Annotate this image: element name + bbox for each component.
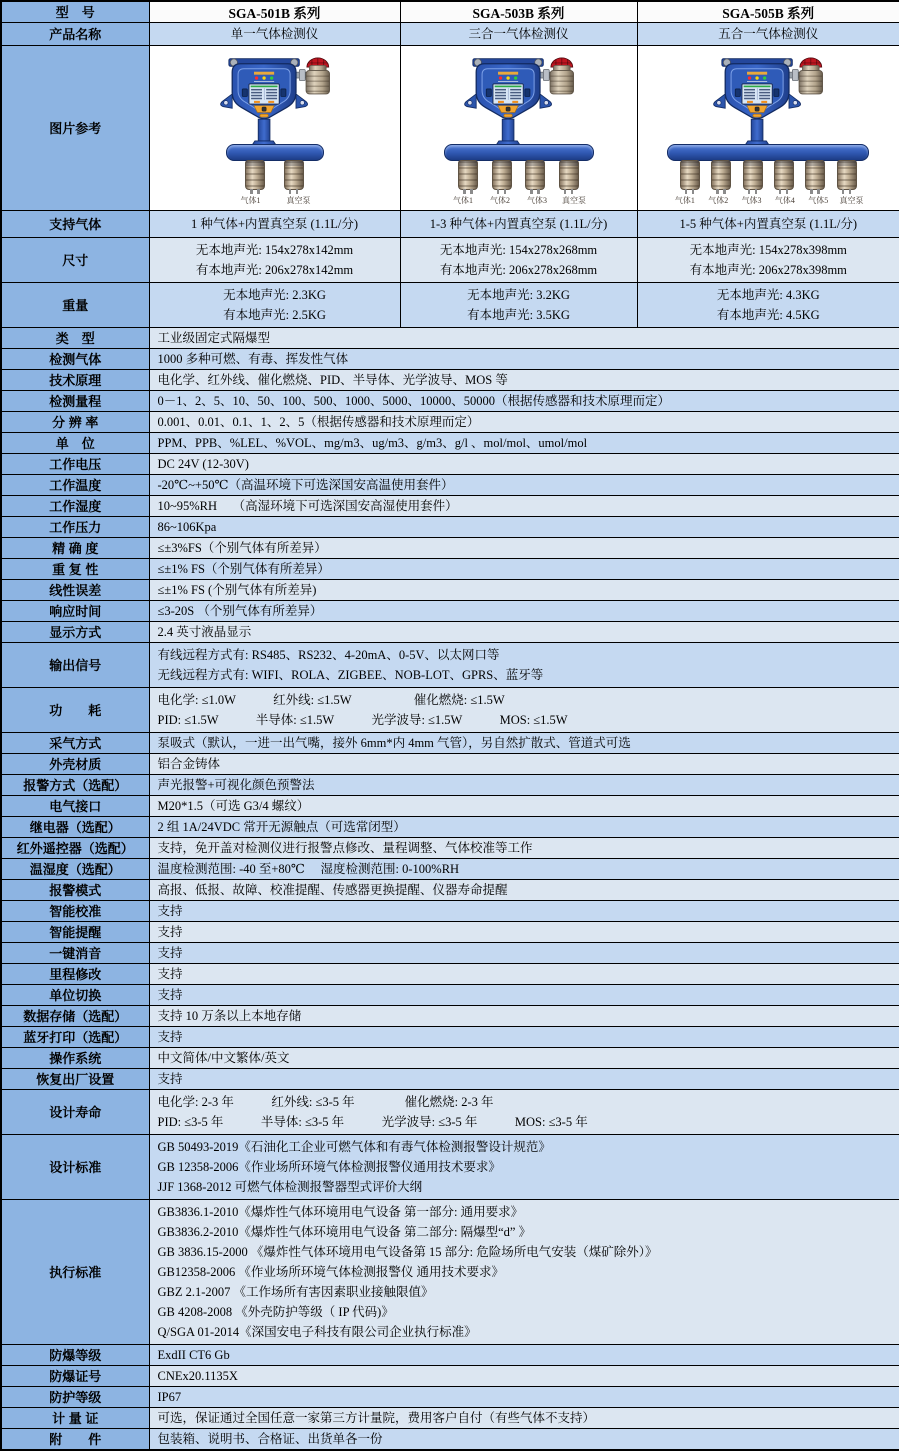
row-label: 分 辨 率 [1,412,149,433]
detector-illustration [456,52,582,146]
spec-row [1,733,899,754]
sensor-label: 气体1 [453,195,473,205]
weight-value: 有本地声光: 4.5KG [716,308,820,322]
row-label-product: 产品名称 [1,23,149,46]
weight-value: 无本地声光: 2.3KG [223,288,326,302]
size-value: 无本地声光: 154x278x398mm [689,243,847,257]
left-button [242,88,247,96]
row-label-weight: 重量 [1,283,149,328]
gas-detector-device [638,52,899,205]
row-label: 精 确 度 [1,538,149,559]
spec-value-line: 电化学: ≤1.0W 红外线: ≤1.5W 催化燃烧: ≤1.5W [157,693,505,707]
size-value: 有本地声光: 206x278x268mm [439,263,598,277]
brand-strip [254,71,274,74]
row-label: 采气方式 [1,733,149,754]
sensor-label: 气体3 [527,195,547,205]
led-green [513,76,516,79]
spec-value-line: GB 4208-2008 《外壳防护等级（ IP 代码)》 [157,1305,394,1319]
spec-row [1,538,899,559]
row-label: 功 耗 [1,688,149,733]
right-button [280,88,285,96]
spec-value-line: JJF 1368-2012 可燃气体检测报警器型式评价大纲 [157,1180,423,1194]
row-label: 类 型 [1,328,149,349]
spec-value-line: 工业级固定式隔爆型 [157,331,271,345]
sensor-cylinder [245,160,265,190]
left-button [736,88,741,96]
spec-value-line: GBZ 2.1-2007 《工作场所有害因素职业接触限值》 [157,1285,434,1299]
row-label: 工作温度 [1,475,149,496]
row-label-gas: 支持气体 [1,211,149,238]
spec-value-line: 包装箱、说明书、合格证、出货单各一份 [157,1432,383,1446]
spec-row [1,454,899,475]
spec-value-line: 可选，保证通过全国任意一家第三方计量院，费用客户自付（有些气体不支持） [157,1411,596,1425]
row-label-size: 尺寸 [1,238,149,283]
row-label: 里程修改 [1,964,149,985]
spec-value-line: PPM、PPB、%LEL、%VOL、mg/m3、ug/m3、g/m3、g/l 、mol/mol、umol/mol [157,436,588,450]
row-label: 重 复 性 [1,559,149,580]
spec-value-line: 支持 [157,946,183,960]
row-label: 温湿度（选配） [1,859,149,880]
spec-value-line: 支持 10 万条以上本地存储 [157,1009,302,1023]
size-value: 有本地声光: 206x278x142mm [195,263,354,277]
spec-value-line: ≤±3%FS（个别气体有所差异） [157,541,327,555]
right-button [524,88,529,96]
sensor-manifold [226,144,324,161]
spec-value-line: 1000 多种可燃、有毒、挥发性气体 [157,352,349,366]
image-row [1,46,899,211]
spec-value-line: 中文简体/中文繁体/英文 [157,1051,290,1065]
spec-row [1,688,899,733]
detector-illustration [705,52,831,146]
row-label: 计 量 证 [1,1408,149,1429]
row-label: 工作电压 [1,454,149,475]
spec-value-line: 铝合金铸体 [157,757,221,771]
row-label: 智能提醒 [1,922,149,943]
sensor-cylinder [837,160,857,190]
spec-value-line: M20*1.5（可选 G3/4 螺纹） [157,799,310,813]
gas-detector-device [401,52,637,205]
product-name: 单一气体检测仪 [230,27,319,41]
sensor-label: 气体2 [490,195,510,205]
spec-row [1,1429,899,1451]
model-name: SGA-505B 系列 [637,1,899,23]
sensor-cylinder [458,160,478,190]
row-label: 设计标准 [1,1135,149,1200]
spec-row [1,922,899,943]
spec-row [1,859,899,880]
spec-value-line: 电化学、红外线、催化燃烧、PID、半导体、光学波导、MOS 等 [157,373,508,387]
row-label: 工作湿度 [1,496,149,517]
spec-row [1,1069,899,1090]
row-label: 报警方式（选配） [1,775,149,796]
model-row [1,1,899,23]
spec-row [1,943,899,964]
sensor-label: 气体4 [774,195,795,205]
weight-row [1,283,899,328]
spec-row [1,517,899,538]
row-label: 响应时间 [1,601,149,622]
spec-row [1,964,899,985]
spec-value-line: 声光报警+可视化颜色预警法 [157,778,315,792]
row-label: 恢复出厂设置 [1,1069,149,1090]
spec-value-line: Q/SGA 01-2014《深国安电子科技有限公司企业执行标准》 [157,1325,477,1339]
spec-value-line: PID: ≤1.5W 半导体: ≤1.5W 光学波导: ≤1.5W MOS: ≤1.5W [157,713,568,727]
spec-value-line: GB 50493-2019《石油化工企业可燃气体和有毒气体检测报警设计规范》 [157,1140,551,1154]
sensor-cylinder [774,160,794,190]
row-label: 数据存储（选配） [1,1006,149,1027]
spec-value-line: 泵吸式（默认，一进一出气嘴，接外 6mm*内 4mm 气管），另自然扩散式、管道式可选 [157,736,631,750]
led-red [254,76,257,79]
size-value: 无本地声光: 154x278x142mm [195,243,354,257]
row-label: 红外遥控器（选配） [1,838,149,859]
row-label: 单位切换 [1,985,149,1006]
sensor-cylinder [743,160,763,190]
size-row [1,238,899,283]
row-label: 执行标准 [1,1200,149,1345]
row-label: 继电器（选配） [1,817,149,838]
spec-value-line: -20℃~+50℃（高温环境下可选深国安高温使用套件） [157,478,454,492]
spec-row [1,475,899,496]
sensor-cylinder [492,160,512,190]
row-label: 工作压力 [1,517,149,538]
row-label: 外壳材质 [1,754,149,775]
sensor-manifold [444,144,594,161]
spec-row [1,1366,899,1387]
spec-value-line: 0－1、2、5、10、50、100、500、1000、5000、10000、50000（根据传感器和技术原理而定） [157,394,671,408]
spec-value-line: CNEx20.1135X [157,1369,238,1383]
row-label: 线性误差 [1,580,149,601]
led-green [763,76,766,79]
gas-value: 1-5 种气体+内置真空泵 (1.1L/分) [679,217,858,231]
spec-row [1,622,899,643]
row-label: 电气接口 [1,796,149,817]
spec-row [1,559,899,580]
spec-row [1,1048,899,1069]
sensor-cylinder [284,160,304,190]
product-image-sga505b [638,52,899,205]
spec-row [1,1345,899,1366]
spec-row [1,601,899,622]
spec-value-line: 高报、低报、故障、校准提醒、传感器更换提醒、仪器寿命提醒 [157,883,508,897]
sensor-label: 气体1 [674,195,695,205]
gas-detector-device [150,52,400,205]
sensor-cylinder [680,160,700,190]
spec-row [1,1135,899,1200]
spec-value-line: 支持 [157,988,183,1002]
spec-value-line: 0.001、0.01、0.1、1、2、5（根据传感器和技术原理而定） [157,415,480,429]
led-red [498,76,501,79]
sensor-cylinder [711,160,731,190]
row-label-image: 图片参考 [1,46,149,211]
product-name-row [1,23,899,46]
product-name: 五合一气体检测仪 [718,27,819,41]
spec-value-line: DC 24V (12-30V) [157,457,249,471]
spec-value-line: 支持 [157,904,183,918]
spec-row [1,643,899,688]
spec-value-line: 86~106Kpa [157,520,217,534]
row-label: 智能校准 [1,901,149,922]
row-label: 单 位 [1,433,149,454]
spec-row [1,775,899,796]
spec-value-line: GB 12358-2006《作业场所环境气体检测报警仪通用技术要求》 [157,1160,501,1174]
led-yellow [506,76,509,79]
spec-row [1,496,899,517]
row-label: 防爆等级 [1,1345,149,1366]
sensor-cylinder [559,160,579,190]
led-green [269,76,272,79]
weight-value: 无本地声光: 4.3KG [716,288,820,302]
spec-row [1,1387,899,1408]
spec-value-line: ≤3-20S （个别气体有所差异） [157,604,323,618]
row-label: 操作系统 [1,1048,149,1069]
size-value: 无本地声光: 154x278x268mm [439,243,598,257]
row-label: 显示方式 [1,622,149,643]
spec-row [1,754,899,775]
spec-row [1,580,899,601]
spec-value-line: ≤±1% FS (个别气体有所差异) [157,583,317,597]
spec-row [1,412,899,433]
sensor-label: 气体5 [808,195,829,205]
spec-value-line: 无线远程方式有: WIFI、ROLA、ZIGBEE、NOB-LOT、GPRS、蓝牙等 [157,668,544,682]
model-name: SGA-501B 系列 [149,1,400,23]
gas-value: 1-3 种气体+内置真空泵 (1.1L/分) [429,217,608,231]
spec-row [1,901,899,922]
spec-row [1,1027,899,1048]
spec-value-line: GB3836.1-2010《爆炸性气体环境用电气设备 第一部分: 通用要求》 [157,1205,524,1219]
spec-row [1,391,899,412]
row-label: 技术原理 [1,370,149,391]
spec-value-line: GB12358-2006 《作业场所环境气体检测报警仪 通用技术要求》 [157,1265,505,1279]
row-label: 检测量程 [1,391,149,412]
spec-row [1,880,899,901]
spec-row [1,370,899,391]
spec-row [1,1006,899,1027]
spec-value-line: GB 3836.15-2000 《爆炸性气体环境用电气设备第 15 部分: 危险场所电气安装（煤矿除外）》 [157,1245,658,1259]
led-red [748,76,751,79]
spec-row [1,1090,899,1135]
spec-value-line: 支持 [157,1030,183,1044]
spec-row [1,349,899,370]
spec-value-line: 支持 [157,1072,183,1086]
supported-gas-row [1,211,899,238]
model-name: SGA-503B 系列 [400,1,637,23]
spec-value-line: GB3836.2-2010《爆炸性气体环境用电气设备 第二部分: 隔爆型“d” 》 [157,1225,532,1239]
row-label: 防爆证号 [1,1366,149,1387]
row-label: 报警模式 [1,880,149,901]
sensor-label: 气体1 [240,195,261,205]
spec-row [1,1408,899,1429]
spec-value-line: 支持 [157,925,183,939]
weight-value: 无本地声光: 3.2KG [467,288,570,302]
row-label: 一键消音 [1,943,149,964]
spec-row [1,796,899,817]
weight-value: 有本地声光: 2.5KG [223,308,326,322]
spec-value-line: PID: ≤3-5 年 半导体: ≤3-5 年 光学波导: ≤3-5 年 MOS: ≤3-5 年 [157,1115,588,1129]
spec-value-line: 10~95%RH （高湿环境下可选深国安高湿使用套件） [157,499,458,513]
spec-value-line: 支持，免开盖对检测仪进行报警点修改、量程调整、气体校准等工作 [157,841,533,855]
product-name: 三合一气体检测仪 [468,27,569,41]
brand-strip [747,71,767,74]
row-label: 防护等级 [1,1387,149,1408]
sensor-label: 气体2 [708,195,729,205]
spec-value-line: ≤±1% FS（个别气体有所差异） [157,562,330,576]
spec-value-line: 2.4 英寸液晶显示 [157,625,252,639]
row-label: 输出信号 [1,643,149,688]
spec-value-line: 有线远程方式有: RS485、RS232、4-20mA、0-5V、以太网口等 [157,648,500,662]
row-label: 附 件 [1,1429,149,1451]
spec-value-line: 温度检测范围: -40 至+80℃ 湿度检测范围: 0-100%RH [157,862,460,876]
row-label-model: 型 号 [1,1,149,23]
spec-value-line: 支持 [157,967,183,981]
sensor-cylinder [525,160,545,190]
row-label: 蓝牙打印（选配） [1,1027,149,1048]
led-yellow [262,76,265,79]
weight-value: 有本地声光: 3.5KG [467,308,570,322]
spec-value-line: ExdII CT6 Gb [157,1348,230,1362]
sensor-label: 真空泵 [839,195,864,205]
spec-row [1,817,899,838]
spec-value-line: 电化学: 2-3 年 红外线: ≤3-5 年 催化燃烧: 2-3 年 [157,1095,494,1109]
spec-value-line: 2 组 1A/24VDC 常开无源触点（可选常闭型） [157,820,406,834]
spec-row [1,985,899,1006]
spec-row [1,433,899,454]
led-yellow [756,76,759,79]
gas-value: 1 种气体+内置真空泵 (1.1L/分) [190,217,359,231]
sensor-label: 真空泵 [286,195,311,205]
product-image-sga503b [401,52,637,205]
spec-row [1,1200,899,1345]
row-label: 检测气体 [1,349,149,370]
detector-illustration [212,52,338,146]
sensor-label: 真空泵 [562,195,586,205]
sensor-cylinder [805,160,825,190]
brand-strip [498,71,518,74]
product-image-sga501b [150,52,400,205]
right-button [774,88,779,96]
sensor-label: 气体3 [741,195,762,205]
spec-row [1,838,899,859]
spec-value-line: IP67 [157,1390,182,1404]
spec-row [1,328,899,349]
row-label: 设计寿命 [1,1090,149,1135]
left-button [486,88,491,96]
sensor-manifold [667,144,869,161]
size-value: 有本地声光: 206x278x398mm [689,263,847,277]
